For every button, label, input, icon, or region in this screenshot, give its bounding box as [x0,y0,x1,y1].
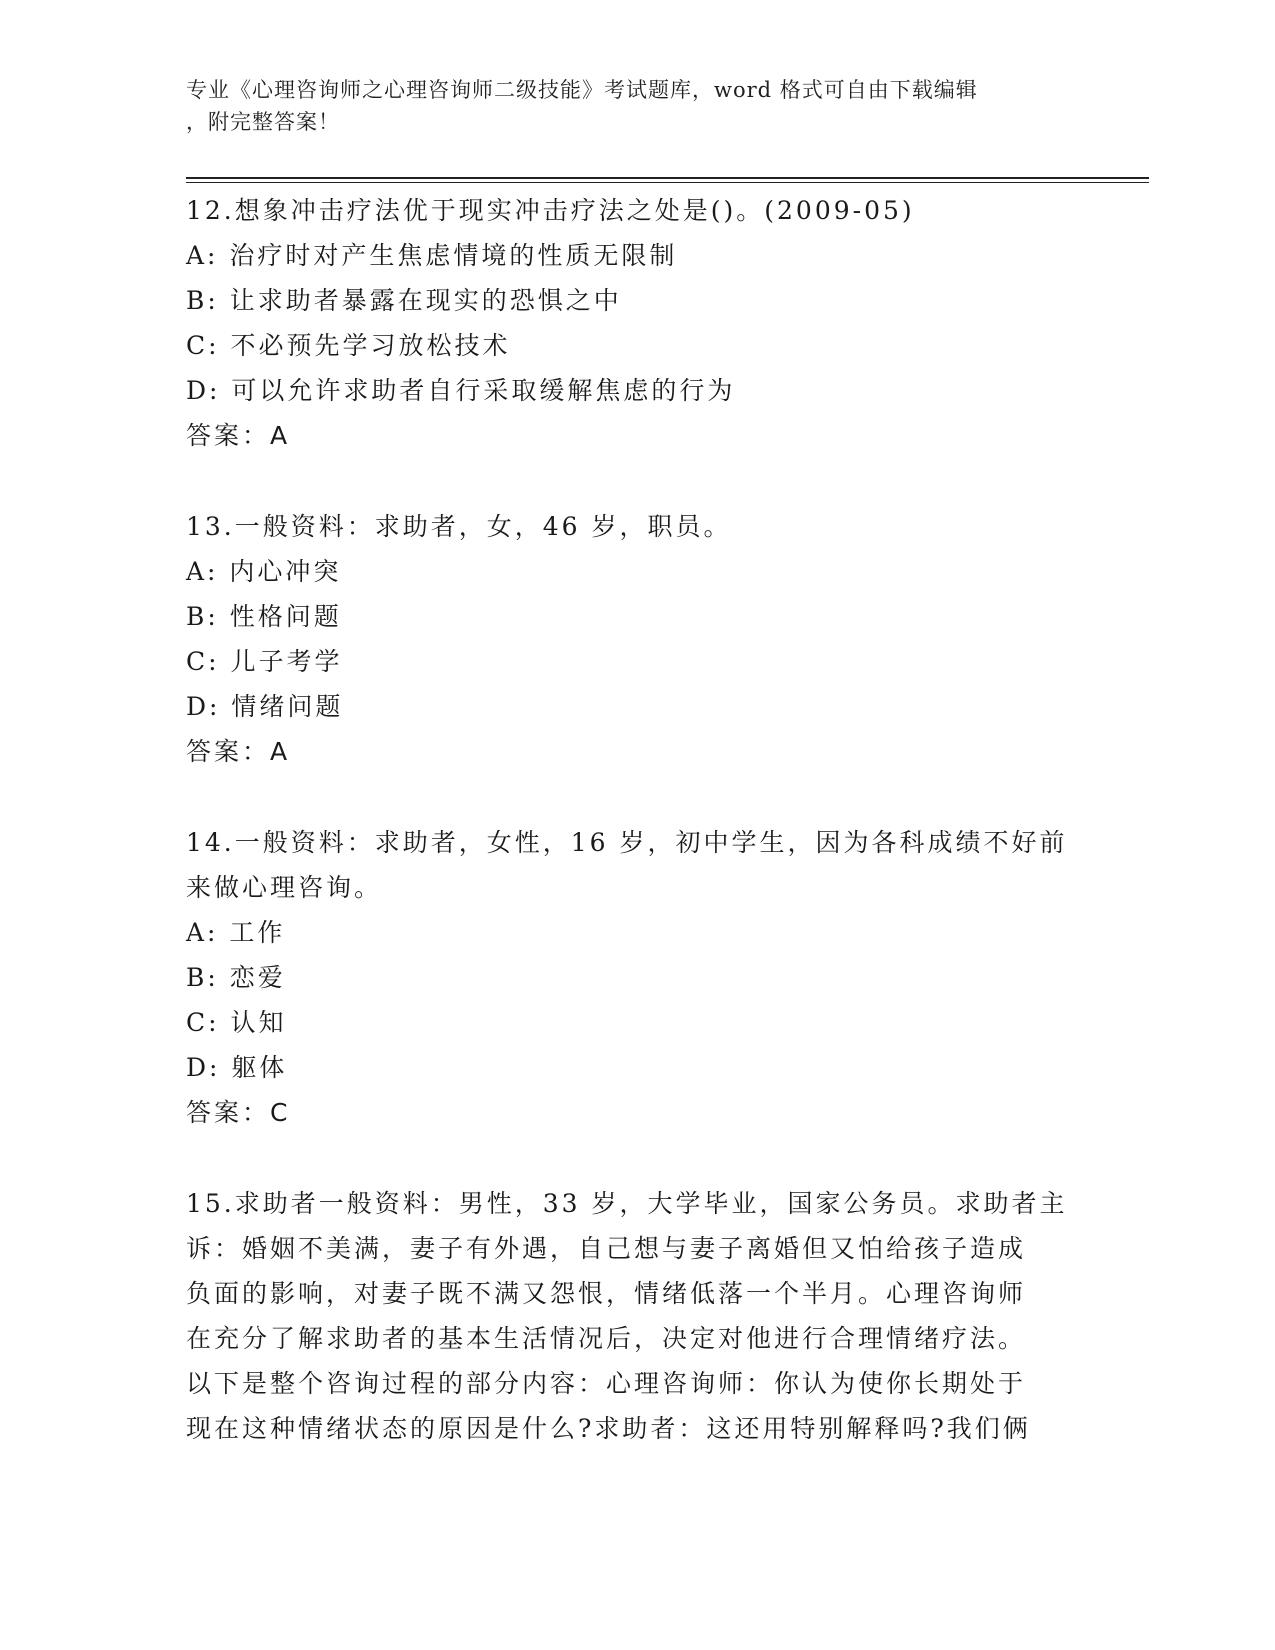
option-c: C: 认知 [186,1008,287,1037]
answer-line: 答案：A [186,421,291,450]
question-stem-line: 现在这种情绪状态的原因是什么?求助者：这还用特别解释吗?我们俩 [186,1414,1031,1443]
question-stem-line: 以下是整个咨询过程的部分内容：心理咨询师：你认为使你长期处于 [186,1369,1027,1398]
question-stem-line: 15.求助者一般资料：男性，33 岁，大学毕业，国家公务员。求助者主 [186,1189,1068,1218]
question-stem: 12.想象冲击疗法优于现实冲击疗法之处是()。(2009-05) [186,196,915,225]
option-a: A: 内心冲突 [186,557,342,586]
question-stem-line: 诉：婚姻不美满，妻子有外遇，自己想与妻子离婚但又怕给孩子造成 [186,1234,1027,1263]
question-14 [186,820,1086,1135]
option-b: B: 让求助者暴露在现实的恐惧之中 [186,286,622,315]
option-d: D: 情绪问题 [186,692,344,721]
header-divider [186,177,1149,183]
question-stem-line: 14.一般资料：求助者，女性，16 岁，初中学生，因为各科成绩不好前 [186,828,1068,857]
question-stem-line: 负面的影响，对妻子既不满又怨恨，情绪低落一个半月。心理咨询师 [186,1279,1027,1308]
answer-line: 答案：C [186,1098,291,1127]
option-b: B: 恋爱 [186,963,286,992]
question-stem-line: 来做心理咨询。 [186,873,383,902]
option-c: C: 儿子考学 [186,647,343,676]
option-c: C: 不必预先学习放松技术 [186,331,511,360]
header-line-1: 专业《心理咨询师之心理咨询师二级技能》考试题库，word 格式可自由下载编辑 [186,78,978,102]
option-d: D: 可以允许求助者自行采取缓解焦虑的行为 [186,376,736,405]
question-12 [186,188,1086,458]
question-15 [186,1181,1086,1451]
option-a: A: 治疗时对产生焦虑情境的性质无限制 [186,241,678,270]
option-d: D: 躯体 [186,1053,288,1082]
question-stem-line: 在充分了解求助者的基本生活情况后，决定对他进行合理情绪疗法。 [186,1324,1027,1353]
header-line-2: ，附完整答案！ [186,110,340,134]
question-stem: 13.一般资料：求助者，女，46 岁，职员。 [186,512,732,541]
option-a: A: 工作 [186,918,286,947]
question-13 [186,504,1086,774]
answer-line: 答案：A [186,737,291,766]
document-header [186,74,1066,138]
question-list [186,188,1086,1497]
option-b: B: 性格问题 [186,602,342,631]
